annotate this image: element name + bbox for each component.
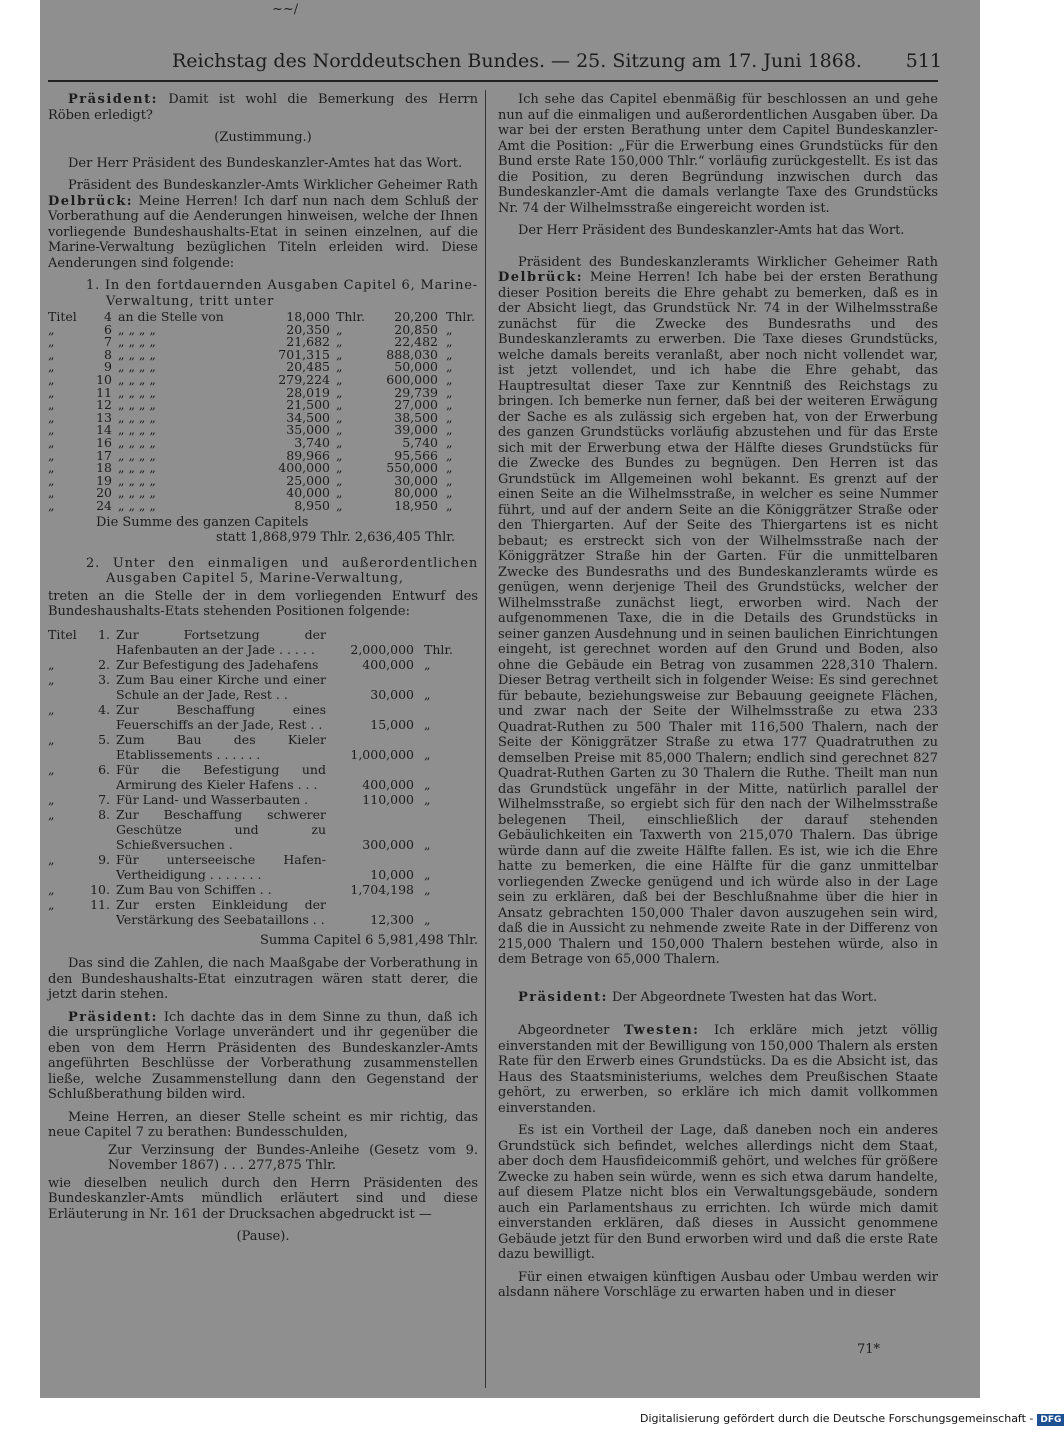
speaker-name: Delbrück: bbox=[48, 193, 134, 209]
new-amount: 18,950 bbox=[394, 497, 438, 513]
dfg-logo: DFG bbox=[1037, 1414, 1064, 1426]
new-unit: Thlr. bbox=[446, 309, 475, 324]
paragraph bbox=[498, 255, 938, 968]
header-title: Reichstag des Norddeutschen Bundes. — 25. Sitzung am 17. Juni 1868. bbox=[172, 50, 862, 72]
new-unit: „ bbox=[446, 447, 453, 463]
new-amount: 39,000 bbox=[394, 422, 438, 438]
new-unit: „ bbox=[446, 409, 453, 425]
unit: „ bbox=[424, 911, 431, 927]
row-title-number: 7 bbox=[104, 334, 112, 350]
row-label: „ bbox=[48, 485, 55, 501]
row-label: „ bbox=[48, 701, 55, 717]
row-title-number: 14 bbox=[96, 422, 112, 438]
old-unit: „ bbox=[336, 321, 343, 337]
paragraph: Der Herr Präsident des Bundeskanzler-Amts hat das Wort. bbox=[518, 223, 905, 238]
row-text: Zur ersten Einkleidung der Verstärkung des Seebataillons . . bbox=[116, 896, 326, 927]
speaker-name: Präsident: bbox=[68, 92, 158, 107]
row-text: an die Stelle von bbox=[118, 309, 224, 324]
amount: 2,000,000 bbox=[350, 641, 414, 657]
budget-table-ongoing bbox=[48, 311, 478, 513]
speaker-role: Präsident des Bundeskanzleramts Wirklicher Geheimer Rath bbox=[518, 254, 938, 270]
old-amount: 89,966 bbox=[286, 447, 330, 463]
table-row bbox=[48, 702, 478, 732]
row-label: „ bbox=[48, 359, 55, 375]
amount: 15,000 bbox=[370, 716, 414, 732]
old-amount: 21,682 bbox=[286, 334, 330, 350]
row-text: „ „ „ „ bbox=[118, 397, 156, 413]
row-text: „ „ „ „ bbox=[118, 409, 156, 425]
new-unit: „ bbox=[446, 434, 453, 450]
row-label: „ bbox=[48, 731, 55, 747]
row-label: „ bbox=[48, 371, 55, 387]
new-unit: „ bbox=[446, 384, 453, 400]
amount: 400,000 bbox=[362, 776, 414, 792]
table-total: Summa Capitel 6 5,981,498 Thlr. bbox=[259, 932, 478, 948]
row-label: „ bbox=[48, 460, 55, 476]
new-unit: „ bbox=[446, 371, 453, 387]
paragraph bbox=[48, 1010, 478, 1103]
row-label: „ bbox=[48, 671, 55, 687]
row-title-number: 8. bbox=[98, 806, 110, 822]
new-amount: 5,740 bbox=[402, 434, 438, 450]
speech-text: Ich dachte das in dem Sinne zu thun, daß ich die ursprüngliche Vorlage unverändert und ihr gegenüber die eben von dem Herrn Präsidenten des Bundeskanzler-Amts angeführten Beschlüsse der Vorberathung zusammenstellen ließe, welche Zusammenstellung dann den Gegenstand der Schlußberathung bilden wird. bbox=[48, 1009, 478, 1102]
row-title-number: 2. bbox=[98, 656, 110, 672]
old-amount: 3,740 bbox=[294, 434, 330, 450]
new-amount: 38,500 bbox=[394, 409, 438, 425]
running-header bbox=[172, 48, 942, 74]
row-label: „ bbox=[48, 656, 55, 672]
new-amount: 20,200 bbox=[394, 309, 438, 324]
old-amount: 25,000 bbox=[286, 472, 330, 488]
table-row bbox=[48, 627, 478, 657]
table-row bbox=[48, 852, 478, 882]
speech-text: Meine Herren! Ich darf nun nach dem Schluß der Vorberathung auf die Aenderungen hinweisen, welche der Ihnen vorliegende Bundeshaushalts-Etat in seinen einzelnen, auf die Marine-Verwaltung bezüglichen Titeln erleiden wird. Diese Aenderungen sind folgende: bbox=[48, 193, 478, 271]
row-title-number: 9. bbox=[98, 851, 110, 867]
row-text: „ „ „ „ bbox=[118, 334, 156, 350]
new-unit: „ bbox=[446, 334, 453, 350]
row-label: „ bbox=[48, 334, 55, 350]
unit: „ bbox=[424, 866, 431, 882]
paragraph: Es ist ein Vortheil der Lage, daß daneben noch ein anderes Grundstück sich befindet, welches allerdings nicht dem Staat, aber doch dem Hausfideicommiß gehört, und welches für größere Zwecke zu haben sein würde, wenn es sich etwa darum handelte, auf diesem Platze nicht blos ein Verwaltungsgebäude, sondern auch ein Parlamentshaus zu errichten. Ich würde mich damit einverstanden erklären, daß dieses in Aussicht genommene Gebäude jetzt für den Bund erworben wird und daß die erste Rate dazu bewilligt. bbox=[498, 1123, 938, 1262]
old-amount: 701,315 bbox=[278, 346, 330, 362]
row-text: Für unterseeische Hafen-Vertheidigung . . . . . . . bbox=[116, 851, 326, 882]
table-sum bbox=[48, 515, 478, 546]
old-unit: „ bbox=[336, 447, 343, 463]
section-heading: 2. Unter den einmaligen und außerordentlichen Ausgaben Capitel 5, Marine-Verwaltung, bbox=[86, 555, 478, 586]
row-label: „ bbox=[48, 384, 55, 400]
new-amount: 27,000 bbox=[394, 397, 438, 413]
right-column bbox=[498, 92, 938, 1308]
row-text: Zum Bau des Kieler Etablissements . . . . . . bbox=[116, 731, 326, 762]
row-title-number: 6 bbox=[104, 321, 112, 337]
old-amount: 20,485 bbox=[286, 359, 330, 375]
speaker-name: Präsident: bbox=[68, 1009, 158, 1025]
new-unit: „ bbox=[446, 397, 453, 413]
old-amount: 34,500 bbox=[286, 409, 330, 425]
unit: „ bbox=[424, 776, 431, 792]
row-title-number: 1. bbox=[98, 626, 110, 642]
table-row bbox=[48, 882, 478, 897]
old-unit: „ bbox=[336, 371, 343, 387]
row-label: „ bbox=[48, 851, 55, 867]
speech-text: Der Abgeordnete Twesten hat das Wort. bbox=[607, 989, 878, 1005]
new-amount: 600,000 bbox=[386, 371, 438, 387]
new-unit: „ bbox=[446, 321, 453, 337]
row-label: „ bbox=[48, 472, 55, 488]
table-row bbox=[48, 807, 478, 852]
row-text: „ „ „ „ bbox=[118, 422, 156, 438]
row-text: Zur Beschaffung eines Feuerschiffs an der Jade, Rest . . bbox=[116, 701, 326, 732]
row-title-number: 5. bbox=[98, 731, 110, 747]
debt-item: Zur Verzinsung der Bundes-Anleihe (Gesetz vom 9. November 1867) . . . 277,875 Thlr. bbox=[108, 1142, 478, 1173]
row-label: „ bbox=[48, 447, 55, 463]
old-unit: „ bbox=[336, 472, 343, 488]
unit: „ bbox=[424, 686, 431, 702]
row-text: Zur Fortsetzung der Hafenbauten an der Jade . . . . . bbox=[116, 626, 326, 657]
amount: 400,000 bbox=[362, 656, 414, 672]
paragraph bbox=[48, 178, 478, 271]
old-amount: 40,000 bbox=[286, 485, 330, 501]
row-text: Zur Beschaffung schwerer Geschütze und zu Schießversuchen . bbox=[116, 806, 326, 852]
row-label: „ bbox=[48, 409, 55, 425]
table-row bbox=[48, 762, 478, 792]
new-unit: „ bbox=[446, 346, 453, 362]
row-title-number: 16 bbox=[96, 434, 112, 450]
row-label: Titel bbox=[48, 626, 77, 642]
new-unit: „ bbox=[446, 460, 453, 476]
row-label: „ bbox=[48, 791, 55, 807]
old-unit: „ bbox=[336, 384, 343, 400]
row-label: Titel bbox=[48, 309, 77, 324]
old-unit: „ bbox=[336, 485, 343, 501]
old-amount: 400,000 bbox=[278, 460, 330, 476]
column-divider bbox=[485, 90, 486, 1388]
old-unit: „ bbox=[336, 334, 343, 350]
amount: 110,000 bbox=[362, 791, 414, 807]
row-title-number: 20 bbox=[96, 485, 112, 501]
row-text: „ „ „ „ bbox=[118, 384, 156, 400]
speaker-role: Präsident des Bundeskanzler-Amts Wirklicher Geheimer Rath bbox=[68, 178, 478, 193]
unit: „ bbox=[424, 836, 431, 852]
row-title-number: 7. bbox=[98, 791, 110, 807]
row-title-number: 3. bbox=[98, 671, 110, 687]
table-row bbox=[48, 792, 478, 807]
row-text: Zum Bau einer Kirche und einer Schule an der Jade, Rest . . bbox=[116, 671, 326, 702]
signature-mark: 71* bbox=[856, 1342, 880, 1357]
row-title-number: 4 bbox=[104, 309, 112, 324]
budget-table-onetime bbox=[48, 627, 478, 927]
row-text: „ „ „ „ bbox=[118, 447, 156, 463]
row-title-number: 18 bbox=[96, 460, 112, 476]
row-text: „ „ „ „ bbox=[118, 497, 156, 513]
row-title-number: 10 bbox=[96, 371, 112, 387]
row-text: „ „ „ „ bbox=[118, 460, 156, 476]
credit-text: Digitalisierung gefördert durch die Deutsche Forschungsgemeinschaft - bbox=[640, 1412, 1034, 1425]
row-text: Für die Befestigung und Armirung des Kieler Hafens . . . bbox=[116, 761, 326, 792]
unit: Thlr. bbox=[424, 641, 453, 657]
row-title-number: 11 bbox=[96, 384, 112, 400]
table-row bbox=[48, 500, 478, 513]
row-title-number: 9 bbox=[104, 359, 112, 375]
speaker-name: Präsident: bbox=[518, 989, 608, 1005]
stage-note: (Zustimmung.) bbox=[214, 130, 312, 145]
row-title-number: 12 bbox=[96, 397, 112, 413]
new-amount: 50,000 bbox=[394, 359, 438, 375]
stage-note: (Pause). bbox=[236, 1229, 290, 1244]
sum-values: statt 1,868,979 Thlr. 2,636,405 Thlr. bbox=[216, 530, 456, 545]
row-title-number: 19 bbox=[96, 472, 112, 488]
old-unit: „ bbox=[336, 397, 343, 413]
amount: 300,000 bbox=[362, 836, 414, 852]
row-title-number: 13 bbox=[96, 409, 112, 425]
new-amount: 29,739 bbox=[394, 384, 438, 400]
paragraph: Das sind die Zahlen, die nach Maaßgabe der Vorberathung in den Bundeshaushalts-Etat einzutragen wären statt derer, die jetzt darin stehen. bbox=[48, 956, 478, 1002]
speaker-role: Abgeordneter bbox=[518, 1023, 624, 1038]
row-title-number: 17 bbox=[96, 447, 112, 463]
unit: „ bbox=[424, 746, 431, 762]
amount: 1,000,000 bbox=[350, 746, 414, 762]
speech-text: Ich erkläre mich jetzt völlig einverstanden mit der Bewilligung von 150,000 Thalern als ersten Rate für den Erwerb eines Grundstücks. Da es die Absicht ist, das Haus des Staatsministeriums, welches dem Preußischen Staate gehört, zu erwerben, so erkläre ich mich damit vollkommen einverstanden. bbox=[498, 1023, 938, 1116]
paragraph: Für einen etwaigen künftigen Ausbau oder Umbau werden wir alsdann nähere Vorschläge zu erwarten haben und in dieser bbox=[498, 1269, 938, 1300]
new-unit: „ bbox=[446, 472, 453, 488]
old-unit: „ bbox=[336, 460, 343, 476]
paragraph: wie dieselben neulich durch den Herrn Präsidenten des Bundeskanzler-Amts mündlich erläutert sind und diese Erläuterung in Nr. 161 der Drucksachen abgedruckt ist — bbox=[48, 1175, 478, 1222]
row-title-number: 10. bbox=[90, 881, 110, 897]
row-title-number: 4. bbox=[98, 701, 110, 717]
row-text: Für Land- und Wasserbauten . bbox=[116, 791, 309, 807]
row-text: „ „ „ „ bbox=[118, 485, 156, 501]
row-title-number: 6. bbox=[98, 761, 110, 777]
page-number: 511 bbox=[905, 50, 942, 72]
paragraph bbox=[498, 990, 938, 1006]
paragraph: Der Herr Präsident des Bundeskanzler-Amtes hat das Wort. bbox=[68, 155, 463, 171]
speaker-name: Twesten: bbox=[623, 1023, 700, 1038]
new-amount: 22,482 bbox=[394, 334, 438, 350]
row-label: „ bbox=[48, 806, 55, 822]
row-text: „ „ „ „ bbox=[118, 434, 156, 450]
paragraph: treten an die Stelle der in dem vorliegenden Entwurf des Bundeshaushalts-Etats stehenden Positionen folgende: bbox=[48, 588, 478, 619]
old-amount: 28,019 bbox=[286, 384, 330, 400]
new-amount: 95,566 bbox=[394, 447, 438, 463]
old-unit: „ bbox=[336, 359, 343, 375]
new-unit: „ bbox=[446, 359, 453, 375]
old-amount: 279,224 bbox=[278, 371, 330, 387]
old-amount: 20,350 bbox=[286, 321, 330, 337]
paragraph: Ich sehe das Capitel ebenmäßig für beschlossen an und gehe nun auf die einmaligen und außerordentlichen Ausgaben über. Da war bei der ersten Berathung unter dem Capitel Bundeskanzler-Amt die Position: „Für die Erwerbung eines Grundstücks für den Bund erste Rate 150,000 Thlr.“ vorläufig zurückgestellt. Es ist das die Position, zu deren Begründung inzwischen durch das Bundeskanzler-Amt die damals verlangte Taxe des Grundstücks Nr. 74 der Wilhelmsstraße eingereicht worden ist. bbox=[498, 92, 938, 216]
row-label: „ bbox=[48, 321, 55, 337]
new-amount: 550,000 bbox=[386, 460, 438, 476]
old-amount: 21,500 bbox=[286, 397, 330, 413]
new-amount: 30,000 bbox=[394, 472, 438, 488]
new-unit: „ bbox=[446, 497, 453, 513]
row-text: Zur Befestigung des Jadehafens bbox=[116, 656, 319, 672]
amount: 10,000 bbox=[370, 866, 414, 882]
old-amount: 8,950 bbox=[294, 497, 330, 513]
amount: 1,704,198 bbox=[350, 881, 414, 897]
row-text: „ „ „ „ bbox=[118, 346, 156, 362]
old-unit: „ bbox=[336, 434, 343, 450]
row-label: „ bbox=[48, 397, 55, 413]
old-unit: „ bbox=[336, 497, 343, 513]
row-text: „ „ „ „ bbox=[118, 472, 156, 488]
old-unit: „ bbox=[336, 422, 343, 438]
paragraph bbox=[48, 92, 478, 123]
row-label: „ bbox=[48, 346, 55, 362]
row-title-number: 8 bbox=[104, 346, 112, 362]
speech-text: Meine Herren! Ich habe bei der ersten Berathung dieser Position bereits die Ehre gehabt zu bemerken, daß es in der Absicht liegt, das Grundstück Nr. 74 in der Wilhelmsstraße zunächst für die Zwecke des Bundesraths und des Bundeskanzleramts zu erwerben. Die Taxe dieses Grundstücks, welche damals bereits veranlaßt, aber noch nicht vollendet war, ist jetzt vollendet, und ich habe die Ehre gehabt, das Hauptresultat dieser Taxe zur Kenntniß des Reichstags zu bringen. Ich bemerke nun ferner, daß bei der weiteren Erwägung der Sache es als zulässig sich ergeben hat, von der Erwerbung des ganzen Grundstücks vorläufig abzustehen und für das Erste sich mit der Erwerbung etwa der Hälfte dieses Grundstücks für die Zwecke des Bundes zu begnügen. Den Herren ist das Grundstück im Allgemeinen wohl bekannt. Es grenzt auf der einen Seite an die Wilhelmsstraße, in welcher es seine Nummer führt, und auf der andern Seite an die Königgrätzer Straße oder den Thiergarten. Auf der Seite des Thiergartens ist es nicht bebaut; es erstreckt sich von der Wilhelmsstraße nach der Königgrätzer Straße hin der Garten. Für die unmittelbaren Zwecke des Bundesraths und des Bundeskanzleramts würde es genügen, wenn derjenige Theil des Grundstücks, welcher der Wilhelmsstraße zunächst liegt, erworben wird. Nach der aufgenommenen Taxe, die in die Details des Grundstücks in seiner ganzen Ausdehnung und in seinen baulichen Einrichtungen eingeht, ist gerechnet worden auf den Grund und Boden, also ohne die Gebäude ein Betrag von zusammen 228,310 Thalern. Dieser Betrag vertheilt sich in folgender Weise: Es sind gerechnet für bebaute, beziehungsweise zur Bebauung geeignete Flächen, und zwar nach der Seite der Wilhelmsstraße zu etwa 233 Quadrat-Ruthen zu 500 Thaler mit 116,500 Thalern, nach der Seite der Königgrätzer Straße zu etwa 177 Quadratruthen zu demselben Preise mit 85,000 Thalern; endlich sind gerechnet 827 Quadrat-Ruthen Garten zu 30 Thalern die Ruthe. Theilt man nun das Grundstück ungefähr in der Mitte, natürlich parallel der Wilhelmsstraße, so ergiebt sich für den nach der Wilhelmsstraße belegenen Theil, einschließlich der darauf stehenden Gebäulichkeiten ein Taxwerth von 215,070 Thalern. Das übrige würde dann auf die zweite Hälfte fallen. Es ist, wie ich die Ehre hatte zu bemerken, die eine Hälfte für die ganz unmittelbar vorliegenden Zwecke genügend und ich würde also in der Lage sein zu erklären, daß bei der Beschlußnahme über die hier in Ansatz gebrachten 150,000 Thaler davon auszugehen sein wird, daß die in Aussicht zu nehmende zweite Rate in der Differenz von 215,000 Thalern und 150,000 Thalern bestehen würde, also in dem Betrage von 65,000 Thalern. bbox=[498, 270, 938, 967]
row-label: „ bbox=[48, 434, 55, 450]
unit: „ bbox=[424, 656, 431, 672]
speaker-name: Delbrück: bbox=[498, 270, 584, 285]
table-row bbox=[48, 732, 478, 762]
unit: „ bbox=[424, 791, 431, 807]
speech-text: Damit ist wohl die Bemerkung des Herrn Röben erledigt? bbox=[48, 92, 478, 123]
row-text: „ „ „ „ bbox=[118, 371, 156, 387]
table-row bbox=[48, 897, 478, 927]
paragraph bbox=[498, 1023, 938, 1116]
row-text: Zum Bau von Schiffen . . bbox=[116, 881, 272, 897]
old-amount: 18,000 bbox=[286, 309, 330, 324]
row-title-number: 24 bbox=[96, 497, 112, 513]
table-row bbox=[48, 657, 478, 672]
row-title-number: 11. bbox=[90, 896, 110, 912]
row-label: „ bbox=[48, 497, 55, 513]
digitization-credit bbox=[640, 1412, 1064, 1426]
table-row bbox=[48, 672, 478, 702]
section-heading: 1. In den fortdauernden Ausgaben Capitel 6, Marine-Verwaltung, tritt unter bbox=[86, 278, 478, 309]
paragraph: Meine Herren, an dieser Stelle scheint es mir richtig, das neue Capitel 7 zu berathen: Bundesschulden, bbox=[48, 1109, 478, 1140]
new-unit: „ bbox=[446, 422, 453, 438]
amount: 30,000 bbox=[370, 686, 414, 702]
new-unit: „ bbox=[446, 485, 453, 501]
row-text: „ „ „ „ bbox=[118, 359, 156, 375]
old-unit: „ bbox=[336, 409, 343, 425]
row-label: „ bbox=[48, 896, 55, 912]
unit: „ bbox=[424, 881, 431, 897]
sum-label: Die Summe des ganzen Capitels bbox=[96, 514, 309, 530]
header-rule bbox=[48, 80, 938, 82]
old-unit: „ bbox=[336, 346, 343, 362]
row-text: „ „ „ „ bbox=[118, 321, 156, 337]
scanned-page bbox=[40, 0, 980, 1398]
scan-mark: ~~/ bbox=[272, 2, 299, 17]
old-unit: Thlr. bbox=[336, 309, 365, 324]
new-amount: 888,030 bbox=[386, 346, 438, 362]
unit: „ bbox=[424, 716, 431, 732]
new-amount: 80,000 bbox=[394, 485, 438, 501]
row-label: „ bbox=[48, 881, 55, 897]
left-column bbox=[48, 92, 478, 1255]
amount: 12,300 bbox=[370, 911, 414, 927]
old-amount: 35,000 bbox=[286, 422, 330, 438]
row-label: „ bbox=[48, 422, 55, 438]
row-label: „ bbox=[48, 761, 55, 777]
new-amount: 20,850 bbox=[394, 321, 438, 337]
